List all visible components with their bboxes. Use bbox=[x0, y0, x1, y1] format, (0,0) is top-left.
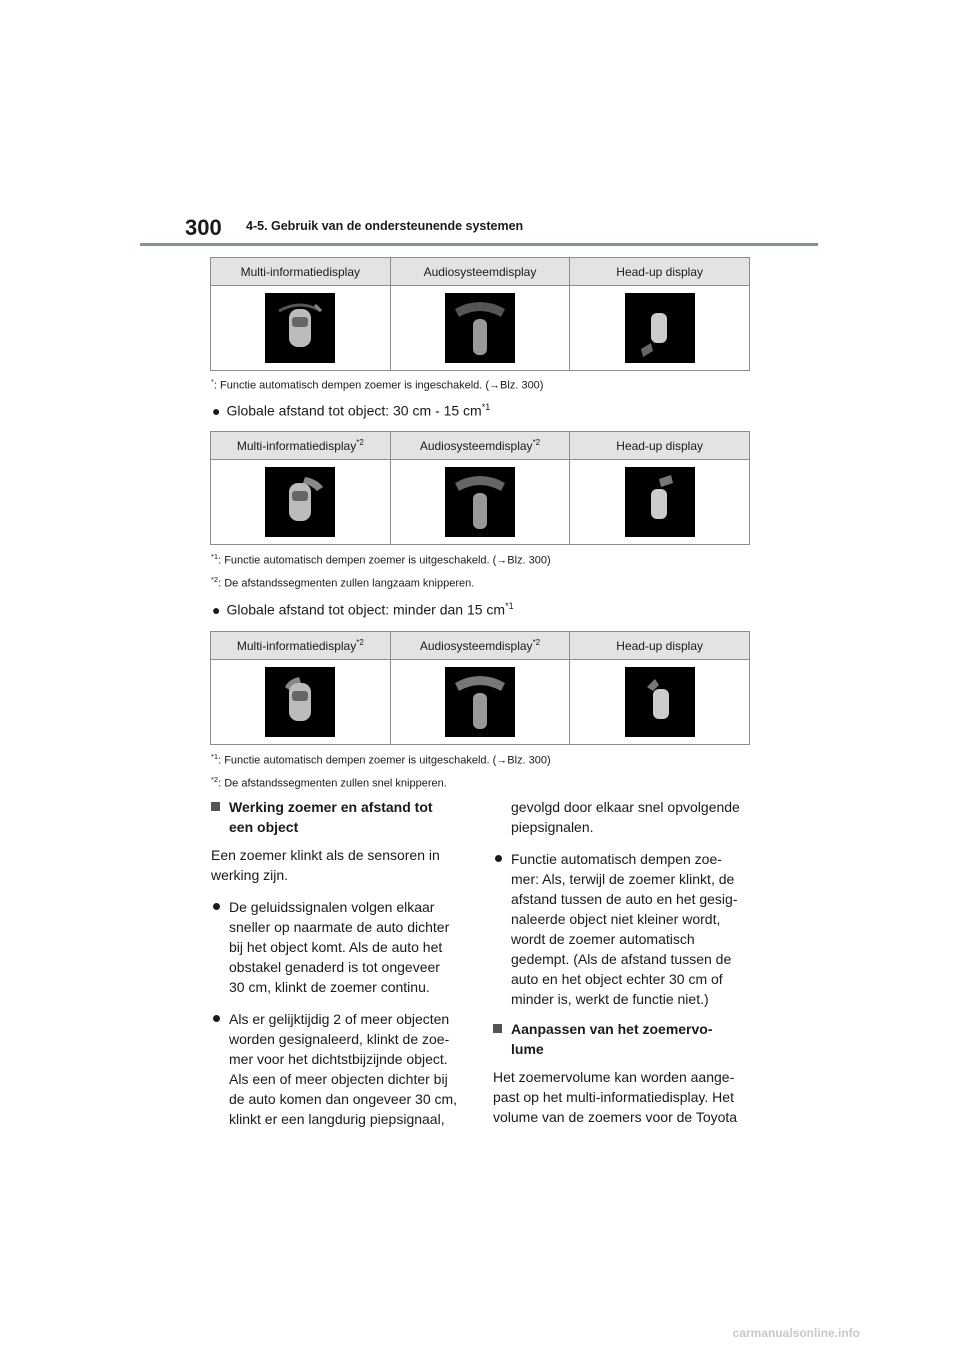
table-cell bbox=[390, 460, 570, 545]
mid-display-image bbox=[265, 667, 335, 737]
footnote: *: Functie automatisch dempen zoemer is ingeschakeld. (→Blz. 300) bbox=[211, 377, 544, 392]
hud-image bbox=[625, 293, 695, 363]
table-header: Audiosysteemdisplay$^{*2}$ bbox=[390, 432, 570, 460]
bullet-heading: ● Globale afstand tot object: minder dan 15 $cm^{*1}$ bbox=[212, 601, 514, 618]
page-number: 300 bbox=[185, 215, 222, 240]
table-header: Head-up display bbox=[570, 632, 750, 660]
audio-display-image bbox=[445, 467, 515, 537]
footnote: $^{*1}$: Functie automatisch dempen zoemer is uitgeschakeld. (→Blz. 300) bbox=[211, 752, 551, 767]
footnote: $^{*2}$: De afstandssegmenten zullen snel knipperen. bbox=[211, 775, 447, 790]
bullet-item: Functie automatisch dempen zoe- mer: Als, terwijl de zoemer klinkt, de afstand tussen de auto en het gesig- naleerde object niet kleiner wordt, wordt de zoemer automatisch gedempt. (Als de afstand tussen de auto en het object echter 30 cm of minder is, werkt de functie niet.) bbox=[493, 849, 749, 1009]
bullet-item: De geluidssignalen volgen elkaar sneller op naarmate de auto dichter bij het object komt. Als de auto het obstakel genaderd is tot ongeveer 30 cm, klinkt de zoemer continu. bbox=[211, 897, 467, 997]
subheading: Aanpassen van het zoemervo- lume bbox=[493, 1019, 749, 1059]
table-header: Audiosysteemdisplay$^{*2}$ bbox=[390, 632, 570, 660]
table-cell bbox=[570, 660, 750, 745]
table-cell bbox=[211, 286, 391, 371]
hud-image bbox=[625, 667, 695, 737]
table-header: Multi-informatiedisplay bbox=[211, 258, 391, 286]
table-cell bbox=[390, 286, 570, 371]
subheading: Werking zoemer en afstand tot een object bbox=[211, 797, 467, 837]
bullet-heading: ● Globale afstand tot object: 30 cm - 15 $cm^{*1}$ bbox=[212, 402, 491, 419]
display-table-1 bbox=[210, 257, 750, 371]
audio-display-image bbox=[445, 293, 515, 363]
paragraph: Het zoemervolume kan worden aange- past op het multi-informatiedisplay. Het volume van de zoemers voor de Toyota bbox=[493, 1069, 738, 1125]
right-column bbox=[493, 797, 749, 1127]
table-cell bbox=[570, 460, 750, 545]
section-title: 4-5. Gebruik van de ondersteunende systemen bbox=[246, 219, 524, 233]
bullet-item: Als er gelijktijdig 2 of meer objecten worden gesignaleerd, klinkt de zoe- mer voor het dichtstbijzijnde object. Als een of meer objecten dichter bij de auto komen dan ongeveer 30 cm, klinkt er een langdurig piepsignaal, bbox=[211, 1009, 467, 1129]
table-header: Head-up display bbox=[570, 258, 750, 286]
watermark: carmanualsonline.info bbox=[732, 1326, 860, 1340]
display-table-2 bbox=[210, 431, 750, 545]
paragraph: gevolgd door elkaar snel opvolgende piepsignalen. bbox=[511, 799, 740, 835]
header-rule bbox=[140, 243, 818, 246]
footnote: $^{*1}$: Functie automatisch dempen zoemer is uitgeschakeld. (→Blz. 300) bbox=[211, 552, 551, 567]
hud-image bbox=[625, 467, 695, 537]
table-cell bbox=[211, 660, 391, 745]
footnote: $^{*2}$: De afstandssegmenten zullen langzaam knipperen. bbox=[211, 575, 475, 590]
mid-display-image bbox=[265, 293, 335, 363]
mid-display-image bbox=[265, 467, 335, 537]
table-header: Multi-informatiedisplay$^{*2}$ bbox=[211, 632, 391, 660]
display-table-3 bbox=[210, 631, 750, 745]
table-cell bbox=[211, 460, 391, 545]
table-cell bbox=[570, 286, 750, 371]
table-header: Audiosysteemdisplay bbox=[390, 258, 570, 286]
paragraph: Een zoemer klinkt als de sensoren in werking zijn. bbox=[211, 847, 440, 883]
table-header: Head-up display bbox=[570, 432, 750, 460]
left-column bbox=[211, 797, 467, 1129]
table-header: Multi-informatiedisplay$^{*2}$ bbox=[211, 432, 391, 460]
table-cell bbox=[390, 660, 570, 745]
audio-display-image bbox=[445, 667, 515, 737]
